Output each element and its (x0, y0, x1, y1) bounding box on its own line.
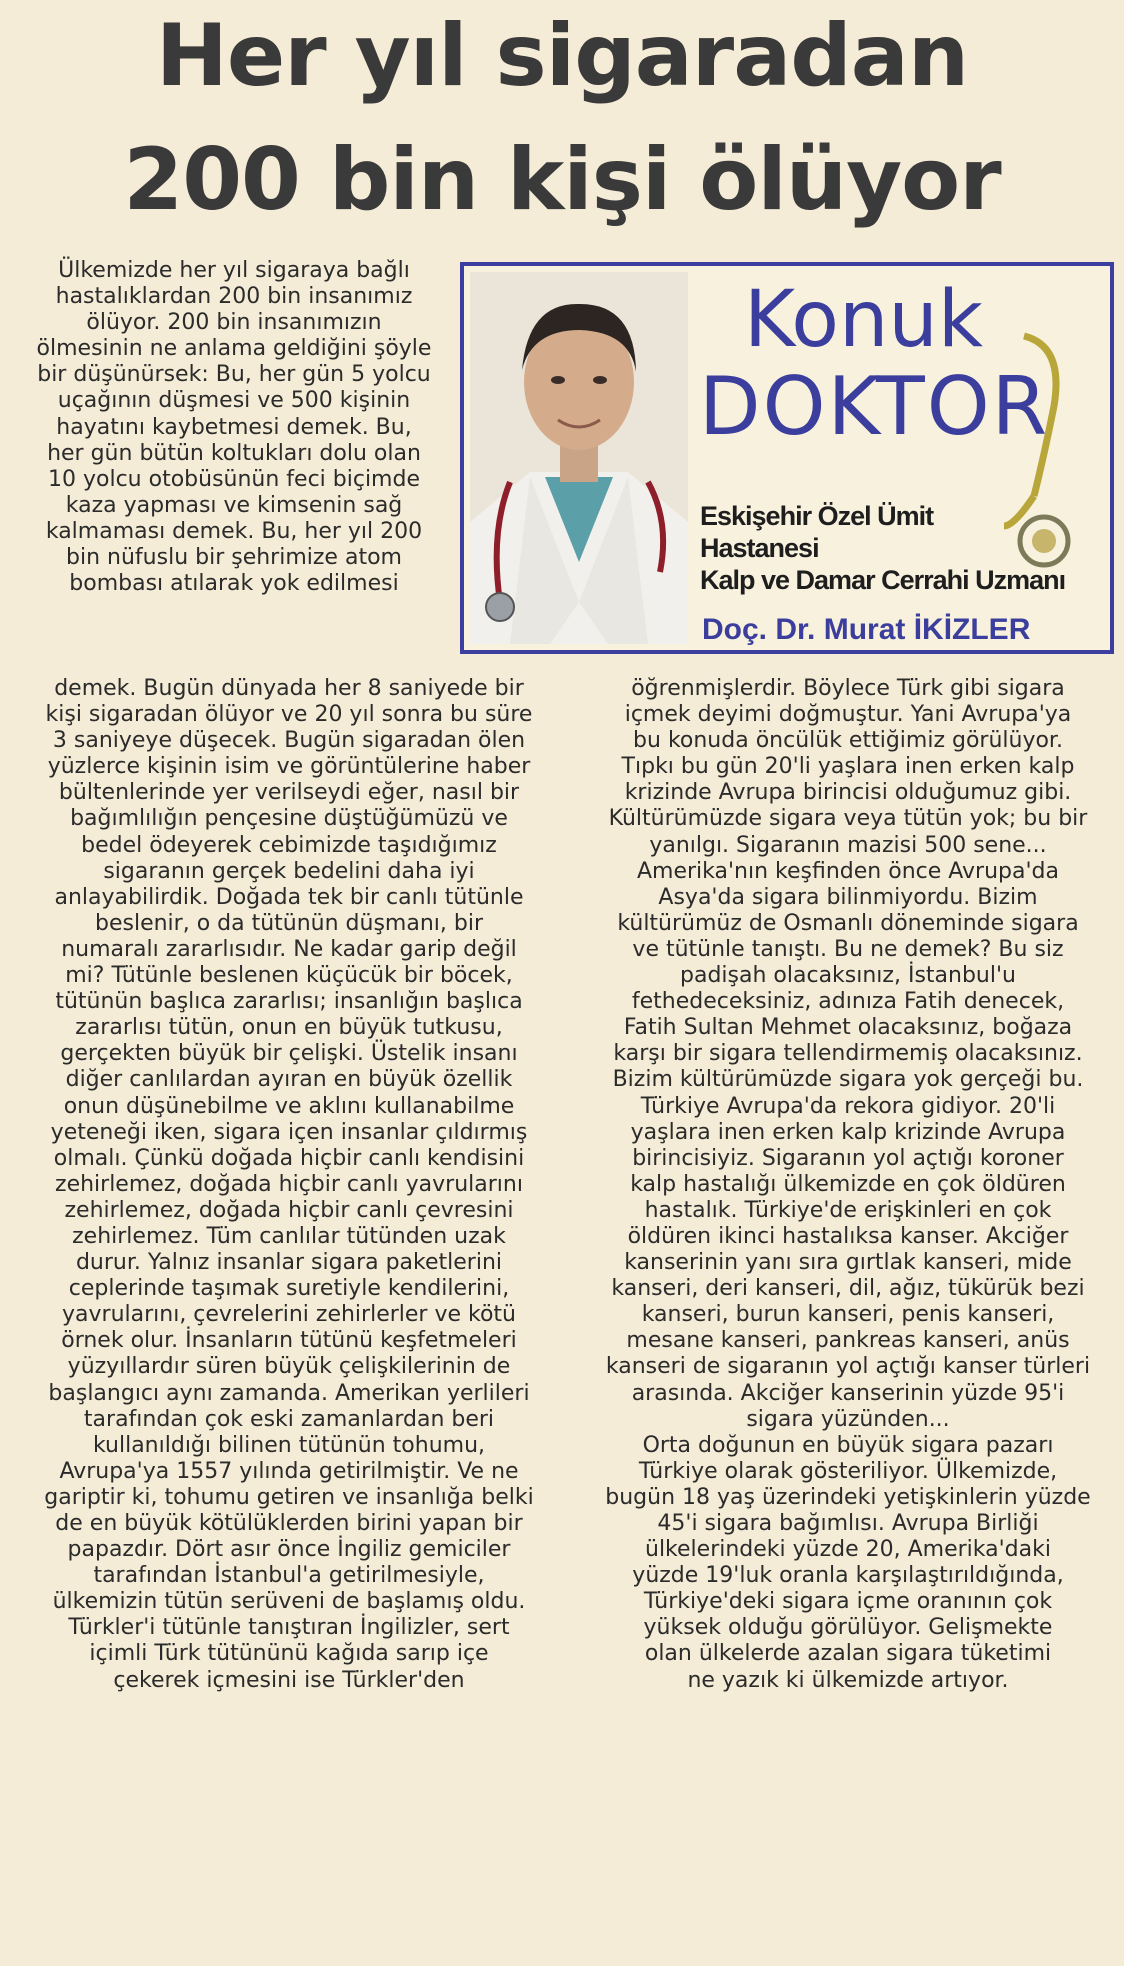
article-line: bir düşünürsek: Bu, her gün 5 yolcu (37, 362, 431, 388)
article-line: anlayabilirdik. Doğada tek bir canlı tütünle (54, 884, 524, 910)
article-line: Kültürümüzde sigara veya tütün yok; bu bir (608, 806, 1088, 832)
article-line: öğrenmişlerdir. Böylece Türk gibi sigara (631, 676, 1065, 701)
article-line: onun düşünebilme ve aklını kullanabilme (63, 1093, 515, 1119)
article-column-left-top (14, 258, 454, 597)
article-line: Türkiye'deki sigara içme oranının çok (643, 1589, 1053, 1615)
article-line: içimli Türk tütününü kağıda sarıp içe (89, 1641, 489, 1667)
article-line: başlangıcı aynı zamanda. Amerikan yerlileri (48, 1380, 530, 1406)
doctor-name: Doç. Dr. Murat İKİZLER (702, 613, 1031, 646)
doctor-info-line-2: Hastanesi (700, 533, 819, 563)
article-line: numaralı zararlısıdır. Ne kadar garip değil (61, 936, 517, 962)
guest-doctor-box (460, 262, 1114, 654)
article-line: ölmesinin ne anlama geldiğini şöyle (36, 336, 432, 362)
article-line: karşı bir sigara tellendirmemiş olacaksınız. (613, 1041, 1083, 1067)
article-line: arasında. Akciğer kanserinin yüzde 95'i (631, 1380, 1065, 1406)
article-line: Türkiye olarak gösteriliyor. Ülkemizde, (638, 1458, 1058, 1484)
article-line: 10 yolcu otobüsünün feci biçimde (48, 466, 420, 492)
article-line: kanseri de sigaranın yol açtığı kanser türleri (605, 1354, 1091, 1380)
article-line: gerçekten büyük bir çelişki. Üstelik insanı (60, 1041, 518, 1067)
article-line: papazdır. Dört asır önce İngiliz gemiciler (67, 1537, 511, 1563)
article-line: kaza yapması ve kimsenin sağ (65, 492, 403, 518)
article-line: zararlısı tütün, onun en büyük tutkusu, (75, 1015, 503, 1041)
article-line: gariptir ki, tohumu getiren ve insanlığa belki (44, 1484, 534, 1510)
article-line: çekerek içmesini ise Türkler'den (113, 1667, 465, 1693)
article-line: Fatih Sultan Mehmet olacaksınız, boğaza (623, 1015, 1073, 1041)
article-line: her gün bütün koltukları dolu olan (47, 440, 421, 466)
article-line: Avrupa'ya 1557 yılında getirilmiştir. Ve ne (59, 1458, 519, 1484)
article-line: mi? Tütünle beslenen küçücük bir böcek, (65, 963, 513, 989)
box-title-konuk: Konuk (744, 275, 984, 365)
article-line: ne yazık ki ülkemizde artıyor. (687, 1667, 1009, 1693)
article-line: de en büyük kötülüklerden birini yapan bir (55, 1511, 523, 1536)
article-line: kalmaması demek. Bu, her yıl 200 (45, 518, 423, 544)
article-line: bombası atılarak yok edilmesi (69, 571, 399, 597)
article-column-right (580, 676, 1116, 1694)
article-line: Türkler'i tütünle tanıştıran İngilizler, sert (68, 1615, 510, 1641)
article-line: beslenir, o da tütünün düşmanı, bir (95, 910, 483, 936)
article-line: bağımlılığın pençesine düştüğümüzü ve (70, 806, 508, 832)
article-line: yüzde 19'luk oranla karşılaştırıldığında, (632, 1563, 1064, 1589)
article-line: Ülkemizde her yıl sigaraya bağlı (58, 258, 410, 283)
article-line: ve tütünle tanıştı. Bu ne demek? Bu siz (632, 936, 1064, 962)
article-line: 3 saniyeye düşecek. Bugün sigaradan ölen (52, 728, 526, 754)
article-line: kişi sigaradan ölüyor ve 20 yıl sonra bu süre (45, 702, 533, 728)
article-line: yanılgı. Sigaranın mazisi 500 sene... (649, 832, 1047, 858)
article-line: Türkiye Avrupa'da rekora gidiyor. 20'li (640, 1093, 1056, 1119)
article-line: demek. Bugün dünyada her 8 saniyede bir (54, 676, 524, 701)
article-line: padişah olacaksınız, İstanbul'u (680, 963, 1016, 989)
article-line: Bizim kültürümüzde sigara yok gerçeği bu. (612, 1067, 1084, 1093)
doctor-info-line-3: Kalp ve Damar Cerrahi Uzmanı (700, 565, 1066, 595)
article-line: yüksek olduğu görülüyor. Gelişmekte (643, 1615, 1053, 1641)
box-title-doktor: DOKTOR (699, 360, 1050, 453)
article-line: tütünün başlıca zararlısı; insanlığın başlıca (55, 989, 523, 1015)
article-line: kanserinin yanı sıra gırtlak kanseri, mide (624, 1250, 1072, 1276)
article-line: hayatını kaybetmesi demek. Bu, (56, 414, 412, 440)
article-line: zehirlemez, doğada hiçbir canlı yavrularını (55, 1171, 523, 1197)
article-line: yüzyıllardır süren büyük çelişkilerinin de (67, 1354, 511, 1380)
article-line: zehirlemez. Tüm canlılar tütünden uzak (72, 1223, 506, 1249)
article-line: fethedeceksiniz, adınıza Fatih denecek, (631, 989, 1065, 1015)
article-line: birincisiyiz. Sigaranın yol açtığı koroner (632, 1145, 1064, 1171)
article-line: hastalıklardan 200 bin insanımız (55, 284, 413, 310)
article-line: ölüyor. 200 bin insanımızın (86, 310, 382, 336)
article-line: 45'i sigara bağımlısı. Avrupa Birliği (657, 1511, 1039, 1536)
article-line: ülkemizin tütün serüveni de başlamış oldu. (52, 1589, 526, 1615)
article-line: içmek deyimi doğmuştur. Yani Avrupa'ya (624, 702, 1072, 728)
article-line: uçağının düşmesi ve 500 kişinin (57, 388, 411, 414)
article-line: bugün 18 yaş üzerindeki yetişkinlerin yüzde (605, 1484, 1091, 1510)
article-line: krizinde Avrupa birincisi olduğumuz gibi. (624, 780, 1072, 806)
article-line: sigara yüzünden... (746, 1406, 950, 1432)
article-line: Asya'da sigara bilinmiyordu. Bizim (658, 884, 1038, 910)
article-line: tarafından İstanbul'a getirilmesiyle, (93, 1563, 485, 1589)
article-line: bin nüfuslu bir şehrimize atom (66, 545, 402, 571)
article-line: ceplerinde taşımak suretiyle kendilerini, (68, 1276, 510, 1302)
article-line: olmalı. Çünkü doğada hiçbir canlı kendisini (53, 1145, 525, 1171)
article-line: zehirlemez, doğada hiçbir canlı çevresini (64, 1197, 514, 1223)
doctor-info-line-1: Eskişehir Özel Ümit (700, 501, 934, 531)
doctor-info (700, 500, 1066, 596)
article-line: öldüren ikinci hastalıksa kanser. Akciğer (627, 1223, 1069, 1249)
article-line: kalp hastalığı ülkemizde en çok öldüren (630, 1171, 1066, 1197)
article-line: sigaranın gerçek bedelini daha iyi (103, 858, 475, 884)
article-line: kanseri, burun kanseri, penis kanseri, (641, 1302, 1055, 1328)
article-line: bültenlerinde yer verilseydi eğer, nasıl bir (58, 780, 520, 806)
headline-line-1: Her yıl sigaradan (155, 6, 969, 106)
article-line: mesane kanseri, pankreas kanseri, anüs (626, 1328, 1070, 1354)
article-line: Amerika'nın keşfinden önce Avrupa'da (637, 858, 1059, 884)
article-line: Tıpkı bu gün 20'li yaşlara inen erken kalp (621, 754, 1075, 780)
headline-line-2: 200 bin kişi ölüyor (123, 130, 1001, 230)
doctor-photo (470, 272, 688, 644)
article-line: kullanıldığı bilinen tütünün tohumu, (92, 1432, 486, 1458)
article-line: Orta doğunun en büyük sigara pazarı (642, 1432, 1054, 1458)
article-column-left (8, 676, 570, 1694)
article-line: örnek olur. İnsanların tütünü keşfetmeleri (61, 1328, 517, 1354)
article-line: kanseri, deri kanseri, dil, ağız, tükürük bezi (611, 1276, 1085, 1302)
article-line: olan ülkelerde azalan sigara tüketimi (644, 1641, 1052, 1667)
doctor-portrait-illustration (470, 272, 688, 644)
article-line: tarafından çok eski zamanlardan beri (83, 1406, 495, 1432)
article-line: bu konuda öncülük ettiğimiz görülüyor. (633, 728, 1063, 754)
article-line: yüzlerce kişinin isim ve görüntülerine haber (47, 754, 531, 780)
article-line: durur. Yalnız insanlar sigara paketlerini (75, 1250, 503, 1276)
article-line: bedel ödeyerek cebimizde taşıdığımız (81, 832, 497, 858)
article-line: hastalık. Türkiye'de erişkinleri en çok (644, 1197, 1052, 1223)
article-line: kültürümüz de Osmanlı döneminde sigara (617, 910, 1079, 936)
article-line: yaşlara inen erken kalp krizinde Avrupa (630, 1119, 1066, 1145)
article-line: ülkelerindeki yüzde 20, Amerika'daki (645, 1537, 1051, 1563)
article-line: yeteneği iken, sigara içen insanlar çıldırmış (50, 1119, 528, 1145)
article-line: diğer canlılardan ayıran en büyük özellik (65, 1067, 513, 1093)
article-line: yavrularını, çevrelerini zehirlerler ve kötü (62, 1302, 516, 1328)
